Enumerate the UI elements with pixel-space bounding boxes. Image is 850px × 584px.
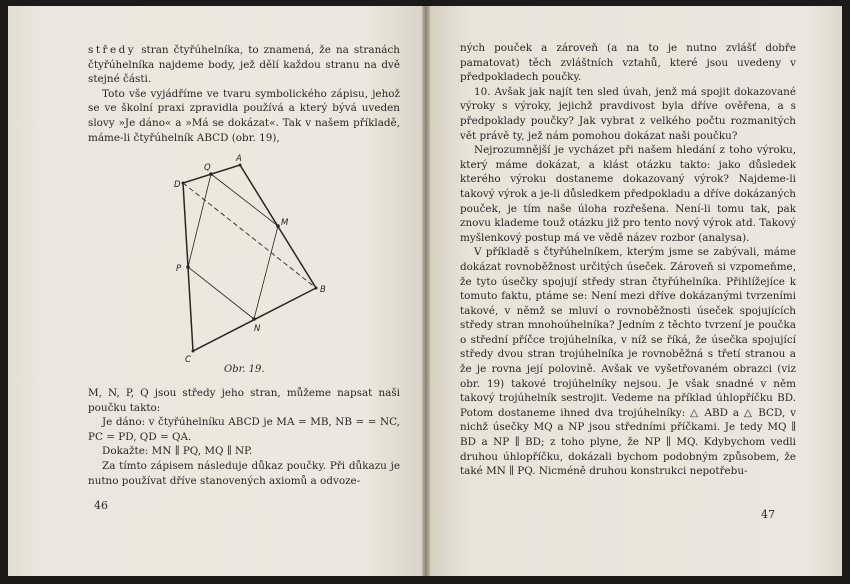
point-c — [192, 350, 195, 353]
label-p: P — [176, 264, 182, 274]
left-para-1-rest: stran čtyřúhelníka, to znamená, že na stranách čtyřúhelníka najdeme body, jež dělí každou stranu na dvě stejné části. — [88, 44, 400, 86]
point-n — [252, 317, 256, 321]
label-m: M — [281, 218, 289, 228]
label-a: A — [236, 154, 242, 164]
left-page — [8, 6, 426, 576]
right-para-1: ných pouček a zároveň (a na to je nutno zvlášť dobře pamatovat) těch zvláštních vztahů, které jsou uvedeny v předpokladech poučky. — [460, 42, 796, 84]
right-text — [460, 41, 796, 479]
given-statement: Je dáno: v čtyřúhelníku ABCD je MA = MB, NB = = NC, PC = PD, QD = QA. — [88, 416, 400, 443]
open-book — [8, 6, 842, 576]
left-para-1 — [88, 43, 400, 87]
point-m — [276, 224, 280, 228]
emphasized-word: středy — [88, 44, 137, 56]
quadrilateral-diagram — [168, 151, 338, 366]
diagonal-bd — [183, 183, 316, 288]
left-para-2: Toto vše vyjádříme ve tvaru symbolického zápisu, jehož se ve školní praxi zpravidla používá a který bývá uveden slovy »Je dáno« a »Má se dokázat«. Tak v našem příkladě, máme-li čtyřúhelník ABCD (obr. 19), — [88, 87, 400, 144]
right-page — [426, 6, 842, 576]
page-number-left: 46 — [94, 499, 108, 512]
left-text-top — [88, 43, 400, 145]
left-para-4: Za tímto zápisem následuje důkaz poučky. Při důkazu je nutno používat dříve stanovených axiomů a odvoze- — [88, 459, 400, 487]
label-d: D — [174, 180, 181, 190]
point-b — [315, 287, 318, 290]
point-d — [182, 182, 185, 185]
label-b: B — [320, 285, 326, 295]
figure-19-quadrilateral — [168, 151, 338, 366]
left-para-3: M, N, P, Q jsou středy jeho stran, můžeme napsat naši poučku takto: — [88, 387, 400, 414]
midpoint-parallelogram — [188, 174, 278, 319]
label-n: N — [254, 324, 261, 334]
label-c: C — [185, 355, 191, 365]
figure-caption: Obr. 19. — [224, 364, 265, 375]
right-para-4: V příkladě s čtyřúhelníkem, kterým jsme se zabývali, máme dokázat rovnoběžnost určitých úseček. Zároveň si vzpomeňme, že tyto úsečky spojují středy stran čtyřúhelníka. Přihlížejíce k tomuto faktu, ptáme se: Není mezi dříve dokázanými tvrzeními takové, v němž se mluví o rovnoběžnosti úseček spojujících středy stran mnohoúhelníka? Jedním z těchto tvrzení je poučka o střední příčce trojúhelníka, v níž se říká, že úsečka spojující středy dvou stran trojúhelníka je rovnoběžná s třetí stranou a že je rovna její polovině. Avšak ve vyšetřovaném obrazci (viz obr. 19) takové trojúhelníky nejsou. Je však snadné v něm takový trojúhelník sestrojit. Vedeme na příklad úhlopříčku BD. Potom dostaneme ihned dva trojúhelníky: △ ABD a △ BCD, v nichž úsečky MQ a NP jsou středními příčkami. Je tedy MQ ∥ BD a NP ∥ BD; z toho plyne, že NP ∥ MQ. Kdybychom vedli druhou úhlopříčku, dokázali bychom podobným způsobem, že také MN ∥ PQ. Nicméně druhou konstrukci nepotřebu- — [460, 246, 796, 478]
point-p — [186, 265, 190, 269]
page-number-right: 47 — [761, 508, 775, 521]
left-text-bottom — [88, 386, 400, 488]
right-para-2: 10. Avšak jak najít ten sled úvah, jenž má spojit dokazované výroky s výroky, jejichž pravdivost byla dříve ověřena, a s předpoklady poučky? Jak vybrat z velkého počtu rozmanitých vět právě ty, jež nám pomohou dokázat naši poučku? — [460, 85, 796, 142]
label-q: Q — [204, 163, 211, 173]
quadrilateral-abcd — [183, 165, 316, 351]
book-gutter — [422, 6, 430, 576]
right-para-3: Nejrozumnější je vycházet při našem hledání z toho výroku, který máme dokázat, a klást otázku takto: jako důsledek kterého výroku dostaneme dokazovaný výrok? Najdeme-li takový výrok a je-li důsledkem předpokladu a dříve dokázaných pouček, je tím naše úloha rozřešena. Není-li tomu tak, pak znovu klademe touž otázku již pro tento nový výrok atd. Takový myšlenkový postup má ve vědě název rozbor (analysa). — [460, 144, 796, 244]
prove-statement: Dokažte: MN ∥ PQ, MQ ∥ NP. — [102, 445, 253, 458]
